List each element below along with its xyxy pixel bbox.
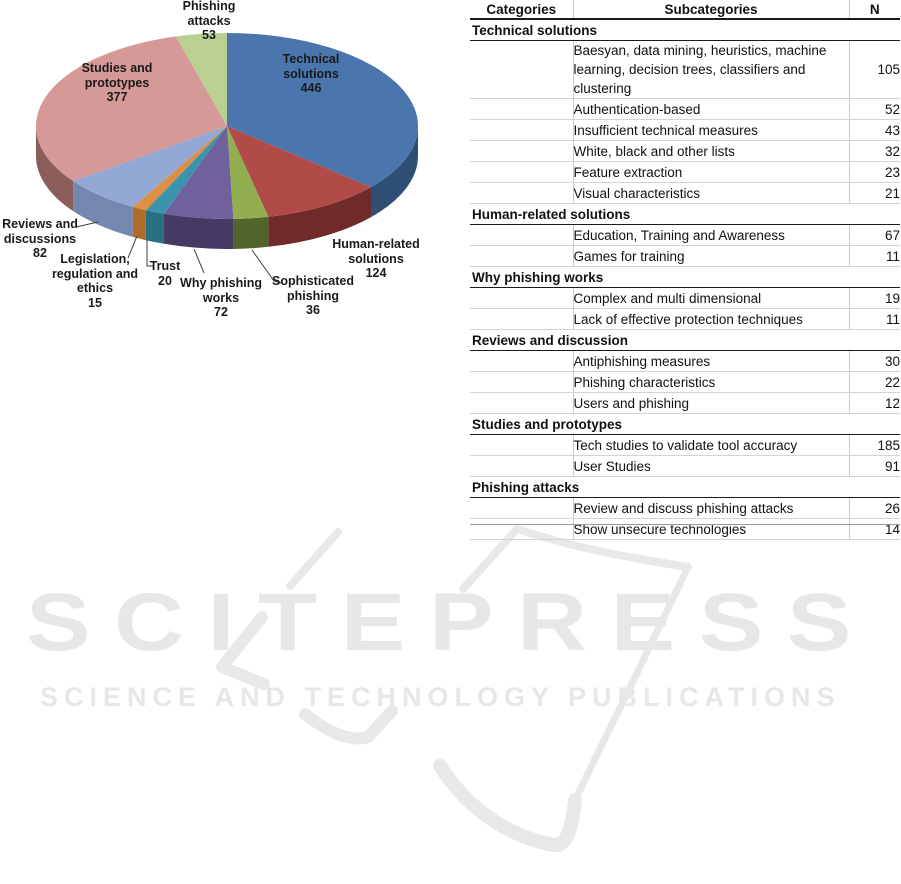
pie-chart-figure [0, 0, 460, 345]
header-n: N [849, 0, 900, 19]
pie-label-line: discussions [3, 231, 77, 246]
header-categories: Categories [470, 0, 573, 19]
pie-label-line: Human-related [332, 237, 420, 251]
category-row: Studies and prototypes [470, 414, 900, 435]
table-row: Baesyan, data mining, heuristics, machine learning, decision trees, classifiers and clustering 105 [470, 41, 900, 99]
watermark-title: SCITEPRESS [26, 577, 875, 668]
pie-label-line: regulation and [51, 266, 139, 281]
pie-label-reviews-and-discussions [0, 217, 84, 261]
table-row: Education, Training and Awareness 67 [470, 225, 900, 246]
pie-label-legislation-regulation-and-ethics [37, 252, 153, 310]
table-row: Games for training 11 [470, 246, 900, 267]
table-row: Review and discuss phishing attacks 26 [470, 498, 900, 519]
pie-label-technical-solutions [246, 52, 376, 96]
table-row: User Studies 91 [470, 456, 900, 477]
category-row: Human-related solutions [470, 204, 900, 225]
pie-label-line: Legislation, [60, 252, 130, 266]
pie-label-line: 15 [88, 295, 102, 310]
table-row: Visual characteristics 21 [470, 183, 900, 204]
table-row: White, black and other lists 32 [470, 141, 900, 162]
pie-label-line: phishing [286, 288, 340, 303]
pie-label-line: 36 [306, 303, 320, 317]
table-header-row [470, 0, 900, 19]
table-bottom-rule [470, 524, 900, 525]
table-row: Complex and multi dimensional 19 [470, 288, 900, 309]
watermark-subtitle: SCIENCE AND TECHNOLOGY PUBLICATIONS [40, 682, 841, 712]
pie-label-line: 72 [214, 305, 228, 319]
pie-label-line: 53 [202, 28, 216, 42]
pie-label-line: 20 [158, 273, 172, 288]
pie-label-line: Studies and [81, 61, 153, 75]
table-row: Users and phishing 12 [470, 393, 900, 414]
pie-label-line: Technical [282, 52, 340, 66]
pie-slice-side-5 [133, 207, 146, 240]
pie-slice-side-2 [233, 217, 268, 249]
table-row: Feature extraction 23 [470, 162, 900, 183]
pie-slice-side-4 [146, 210, 164, 244]
table-body [470, 19, 900, 540]
header-subcategories: Subcategories [573, 0, 849, 19]
pie-label-line: works [202, 290, 240, 305]
category-row: Reviews and discussion [470, 330, 900, 351]
pie-label-line: 377 [106, 90, 128, 104]
table-row: Tech studies to validate tool accuracy 185 [470, 435, 900, 456]
pie-label-studies-and-prototypes [59, 61, 175, 105]
pie-label-line: ethics [76, 281, 114, 295]
table-row: Phishing characteristics 22 [470, 372, 900, 393]
pie-label-line: Phishing [182, 0, 236, 13]
table-row: Lack of effective protection techniques 11 [470, 309, 900, 330]
pie-label-line: 446 [300, 81, 322, 95]
table-row: Antiphishing measures 30 [470, 351, 900, 372]
pie-label-line: Sophisticated [272, 274, 354, 288]
table-row: Insufficient technical measures 43 [470, 120, 900, 141]
pie-label-line: attacks [187, 13, 231, 28]
pie-label-line: solutions [348, 251, 404, 266]
category-row: Phishing attacks [470, 477, 900, 498]
pie-label-phishing-attacks [161, 0, 257, 43]
table-row: Show unsecure technologies 14 [470, 519, 900, 540]
pie-label-line: Reviews and [2, 217, 78, 231]
categories-table [470, 0, 900, 540]
leader-line-why-phishing-works [194, 249, 204, 273]
pie-label-line: prototypes [84, 75, 150, 90]
pie-label-line: Trust [149, 259, 181, 273]
category-row: Why phishing works [470, 267, 900, 288]
category-row: Technical solutions [470, 19, 900, 41]
pie-label-line: 82 [33, 246, 47, 260]
pie-label-line: solutions [283, 66, 339, 81]
table-row: Authentication-based 52 [470, 99, 900, 120]
pie-label-line: 124 [365, 266, 387, 280]
pie-label-line: Why phishing [180, 276, 262, 290]
pie-slice-side-3 [164, 214, 233, 249]
